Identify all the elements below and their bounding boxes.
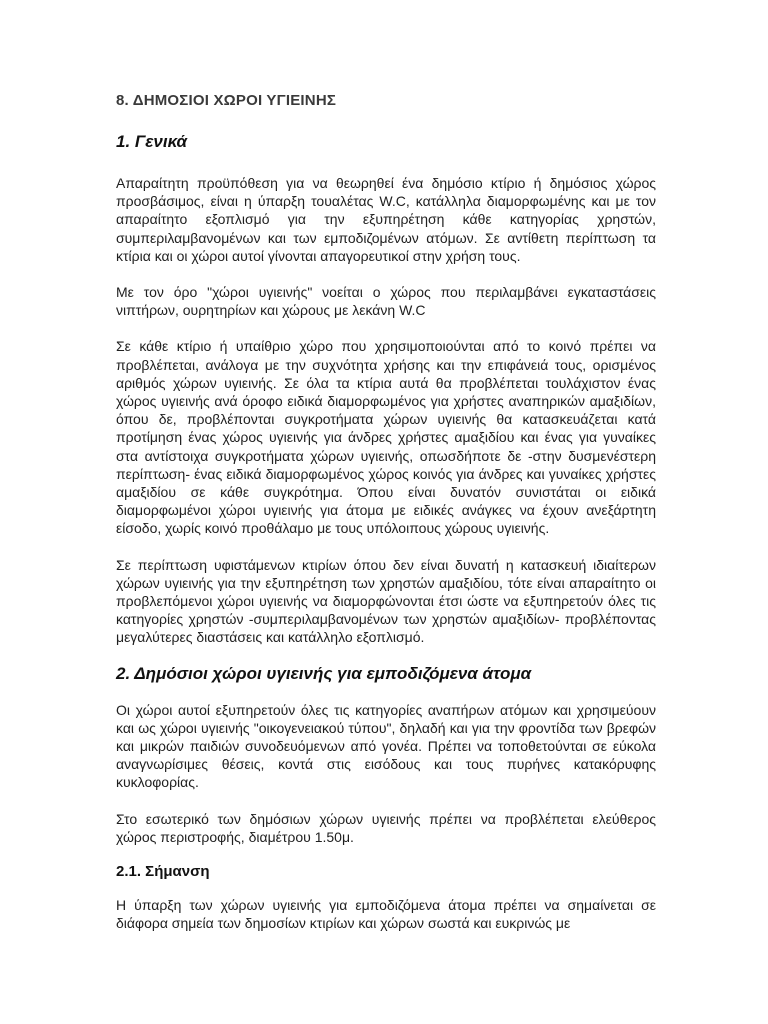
paragraph: Απαραίτητη προϋπόθεση για να θεωρηθεί ένα δημόσιο κτίριο ή δημόσιος χώρος προσβάσιμος, είναι η ύπαρξη τουαλέτας W.C, κατάλληλα διαμορφωμένης και με τον απαραίτητο εξοπλισμό για την εξυπηρέτηση κάθε κατηγορίας χρηστών, συμπεριλαμβανομένων και των εμποδιζομένων ατόμων. Σε αντίθετη περίπτωση τα κτίρια και οι χώροι αυτοί γίνονται απαγορευτικοί στην χρήση τους. bbox=[116, 175, 656, 264]
paragraph: Σε περίπτωση υφιστάμενων κτιρίων όπου δεν είναι δυνατή η κατασκευή ιδιαίτερων χώρων υγιεινής για την εξυπηρέτηση των χρηστών αμαξιδίου, τότε είναι απαραίτητο οι προβλεπόμενοι χώροι υγιεινής να διαμορφώνονται έτσι ώστε να εξυπηρετούν όλες τις κατηγορίες χρηστών -συμπεριλαμβανομένων των χρηστών αμαξιδίων- προβλέποντας μεγαλύτερες διαστάσεις και κατάλληλο εξοπλισμό. bbox=[116, 556, 656, 646]
document-title: 8. ΔΗΜΟΣΙΟΙ ΧΩΡΟΙ ΥΓΙΕΙΝΗΣ bbox=[116, 92, 337, 109]
subsection-heading-signage: 2.1. Σήμανση bbox=[116, 863, 210, 881]
paragraph: Με τον όρο "χώροι υγιεινής" νοείται ο χώρος που περιλαμβάνει εγκαταστάσεις νιπτήρων, ουρητηρίων και χώρους με λεκάνη W.C bbox=[116, 284, 656, 319]
paragraph: Η ύπαρξη των χώρων υγιεινής για εμποδιζόμενα άτομα πρέπει να σημαίνεται σε διάφορα σημεία των δημοσίων κτιρίων και χώρων σωστά και ευκρινώς με bbox=[116, 897, 656, 932]
section-heading-public-toilets: 2. Δημόσιοι χώροι υγιεινής για εμποδιζόμενα άτομα bbox=[116, 663, 532, 683]
section-heading-general: 1. Γενικά bbox=[116, 132, 188, 151]
paragraph: Στο εσωτερικό των δημόσιων χώρων υγιεινής πρέπει να προβλέπεται ελεύθερος χώρος περιστροφής, διαμέτρου 1.50μ. bbox=[116, 810, 656, 845]
paragraph: Σε κάθε κτίριο ή υπαίθριο χώρο που χρησιμοποιούνται από το κοινό πρέπει να προβλέπεται, ανάλογα με την συχνότητα χρήσης και την επιφάνειά τους, ορισμένος αριθμός χώρων υγιεινής. Σε όλα τα κτίρια αυτά θα προβλέπεται τουλάχιστον ένας χώρος υγιεινής ανά όροφο ειδικά διαμορφωμένος για χρήστες αναπηρικών αμαξιδίων, όπου δε, προβλέπονται συγκροτήματα χώρων υγιεινής θα κατασκευάζεται κατά προτίμηση ένας χώρος υγιεινής για άνδρες χρήστες αμαξιδίου και ένας για γυναίκες στα αντίστοιχα συγκροτήματα χώρων υγιεινής, οπωσδήποτε δε -στην δυσμενέστερη περίπτωση- ένας ειδικά διαμορφωμένος χώρος κοινός για άνδρες και γυναίκες χρήστες αμαξιδίου σε κάθε συγκρότημα. Όπου είναι δυνατόν συνιστάται οι ειδικά διαμορφωμένοι χώροι υγιεινής για άτομα με ειδικές ανάγκες να έχουν ανεξάρτητη είσοδο, χωρίς κοινό προθάλαμο με τους υπόλοιπους χώρους υγιεινής. bbox=[116, 338, 656, 537]
paragraph: Οι χώροι αυτοί εξυπηρετούν όλες τις κατηγορίες αναπήρων ατόμων και χρησιμεύουν και ως χώροι υγιεινής "οικογενειακού τύπου", δηλαδή και για την φροντίδα των βρεφών και μικρών παιδιών συνοδευόμενων από γονέα. Πρέπει να τοποθετούνται σε εύκολα αναγνωρίσιμες θέσεις, κοντά στις εισόδους και τους πυρήνες κατακόρυφης κυκλοφορίας. bbox=[116, 701, 656, 791]
